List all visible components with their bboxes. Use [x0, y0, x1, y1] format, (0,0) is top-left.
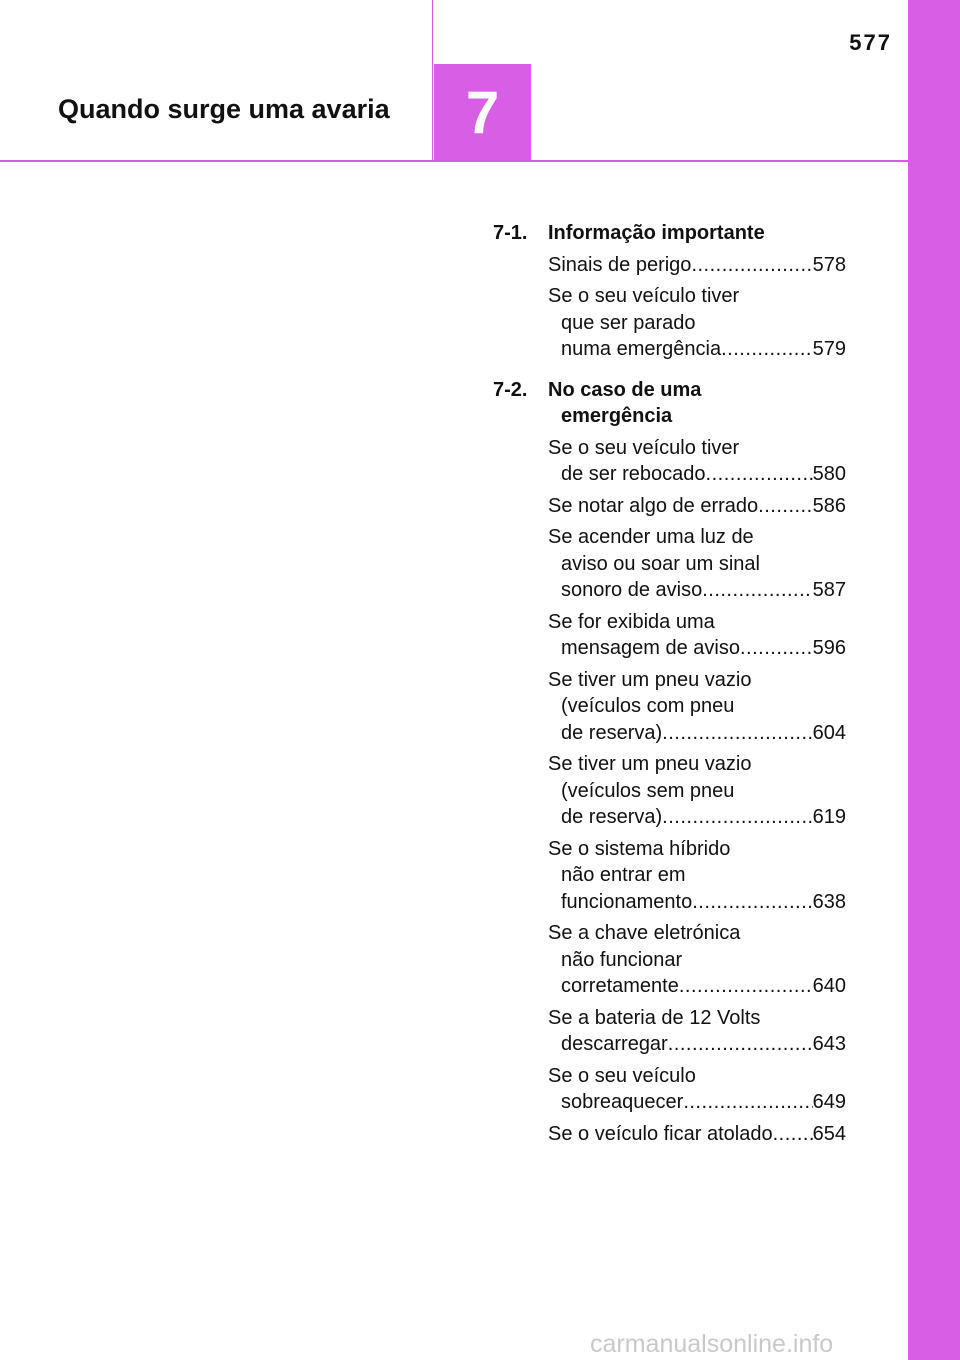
entry-text: Se o seu veículo [548, 1064, 696, 1087]
toc-entry[interactable] [548, 252, 846, 279]
section-title-line: No caso de uma [548, 378, 702, 401]
entry-text: (veículos com pneu [561, 695, 735, 717]
chapter-title: Quando surge uma avaria [58, 94, 390, 124]
section-number: 7-1. [493, 222, 528, 244]
entry-page: 587 [812, 579, 846, 601]
entry-text: de reserva) [561, 721, 663, 744]
section-number: 7-2. [493, 378, 528, 401]
section-title-line: emergência [561, 405, 673, 427]
header-divider-vertical [432, 0, 433, 160]
entry-text: Se o seu veículo tiver [548, 285, 740, 307]
entry-text: Se tiver um pneu vazio [548, 668, 752, 691]
toc-entry[interactable] [548, 751, 846, 831]
entry-page: 580 [812, 463, 846, 485]
entry-page: 579 [812, 338, 846, 360]
toc-entry[interactable] [548, 1063, 846, 1116]
entry-text: (veículos sem pneu [561, 779, 735, 802]
entry-text: de reserva) [561, 806, 663, 828]
entry-text: Se notar algo de errado [548, 494, 759, 517]
page-number: 577 [849, 30, 892, 55]
toc-entry[interactable] [548, 1005, 846, 1058]
entry-text: corretamente [561, 975, 679, 997]
entry-page: 578 [812, 253, 846, 276]
entry-text: não entrar em [561, 864, 686, 886]
toc-entry[interactable] [548, 524, 846, 604]
entry-text: que ser parado [561, 311, 696, 334]
entry-page: 654 [812, 1122, 846, 1145]
entry-text: Sinais de perigo [548, 253, 692, 276]
entry-text: mensagem de aviso [561, 637, 740, 659]
entry-text: de ser rebocado [561, 463, 706, 485]
watermark: carmanualsonline.info [590, 1330, 834, 1358]
entry-text: aviso ou soar um sinal [561, 552, 760, 575]
entry-page: 586 [812, 494, 846, 517]
toc-entry[interactable] [548, 493, 846, 520]
entry-page: 640 [812, 975, 846, 997]
entry-text: descarregar [561, 1033, 668, 1055]
chapter-number-box [434, 64, 531, 161]
entry-text: não funcionar [561, 948, 683, 971]
entry-text: funcionamento [561, 890, 693, 913]
toc-section-7-2 [493, 377, 846, 430]
table-of-contents [493, 220, 846, 1152]
entry-page: 643 [812, 1033, 846, 1055]
entry-text: sonoro de aviso [561, 579, 703, 601]
entry-text: sobreaquecer [561, 1091, 684, 1113]
entry-text: Se acender uma luz de [548, 526, 754, 548]
entry-page: 596 [812, 637, 846, 659]
toc-entry[interactable] [548, 609, 846, 662]
toc-entry[interactable] [548, 283, 846, 363]
entry-text: Se a bateria de 12 Volts [548, 1006, 761, 1029]
toc-entry[interactable] [548, 667, 846, 747]
toc-entry[interactable] [548, 920, 846, 1000]
entry-page: 604 [812, 721, 846, 744]
toc-entry[interactable] [548, 836, 846, 916]
chapter-side-tab [908, 0, 960, 1360]
entry-page: 649 [812, 1091, 846, 1113]
entry-text: Se o sistema híbrido [548, 837, 731, 860]
entry-text: Se tiver um pneu vazio [548, 753, 752, 775]
entry-text: Se o veículo ficar atolado [548, 1122, 773, 1145]
entry-text: Se a chave eletrónica [548, 922, 741, 944]
entry-text: Se o seu veículo tiver [548, 436, 740, 459]
entry-page: 619 [812, 806, 846, 828]
entry-text: Se for exibida uma [548, 610, 715, 633]
chapter-number: 7 [465, 79, 500, 146]
toc-entry[interactable] [548, 1121, 846, 1148]
section-title: Informação importante [548, 222, 765, 244]
entry-page: 638 [812, 890, 846, 913]
entry-text: numa emergência [561, 338, 722, 360]
section-title [548, 377, 846, 430]
toc-entry[interactable] [548, 435, 846, 488]
toc-section-7-1 [493, 220, 846, 247]
